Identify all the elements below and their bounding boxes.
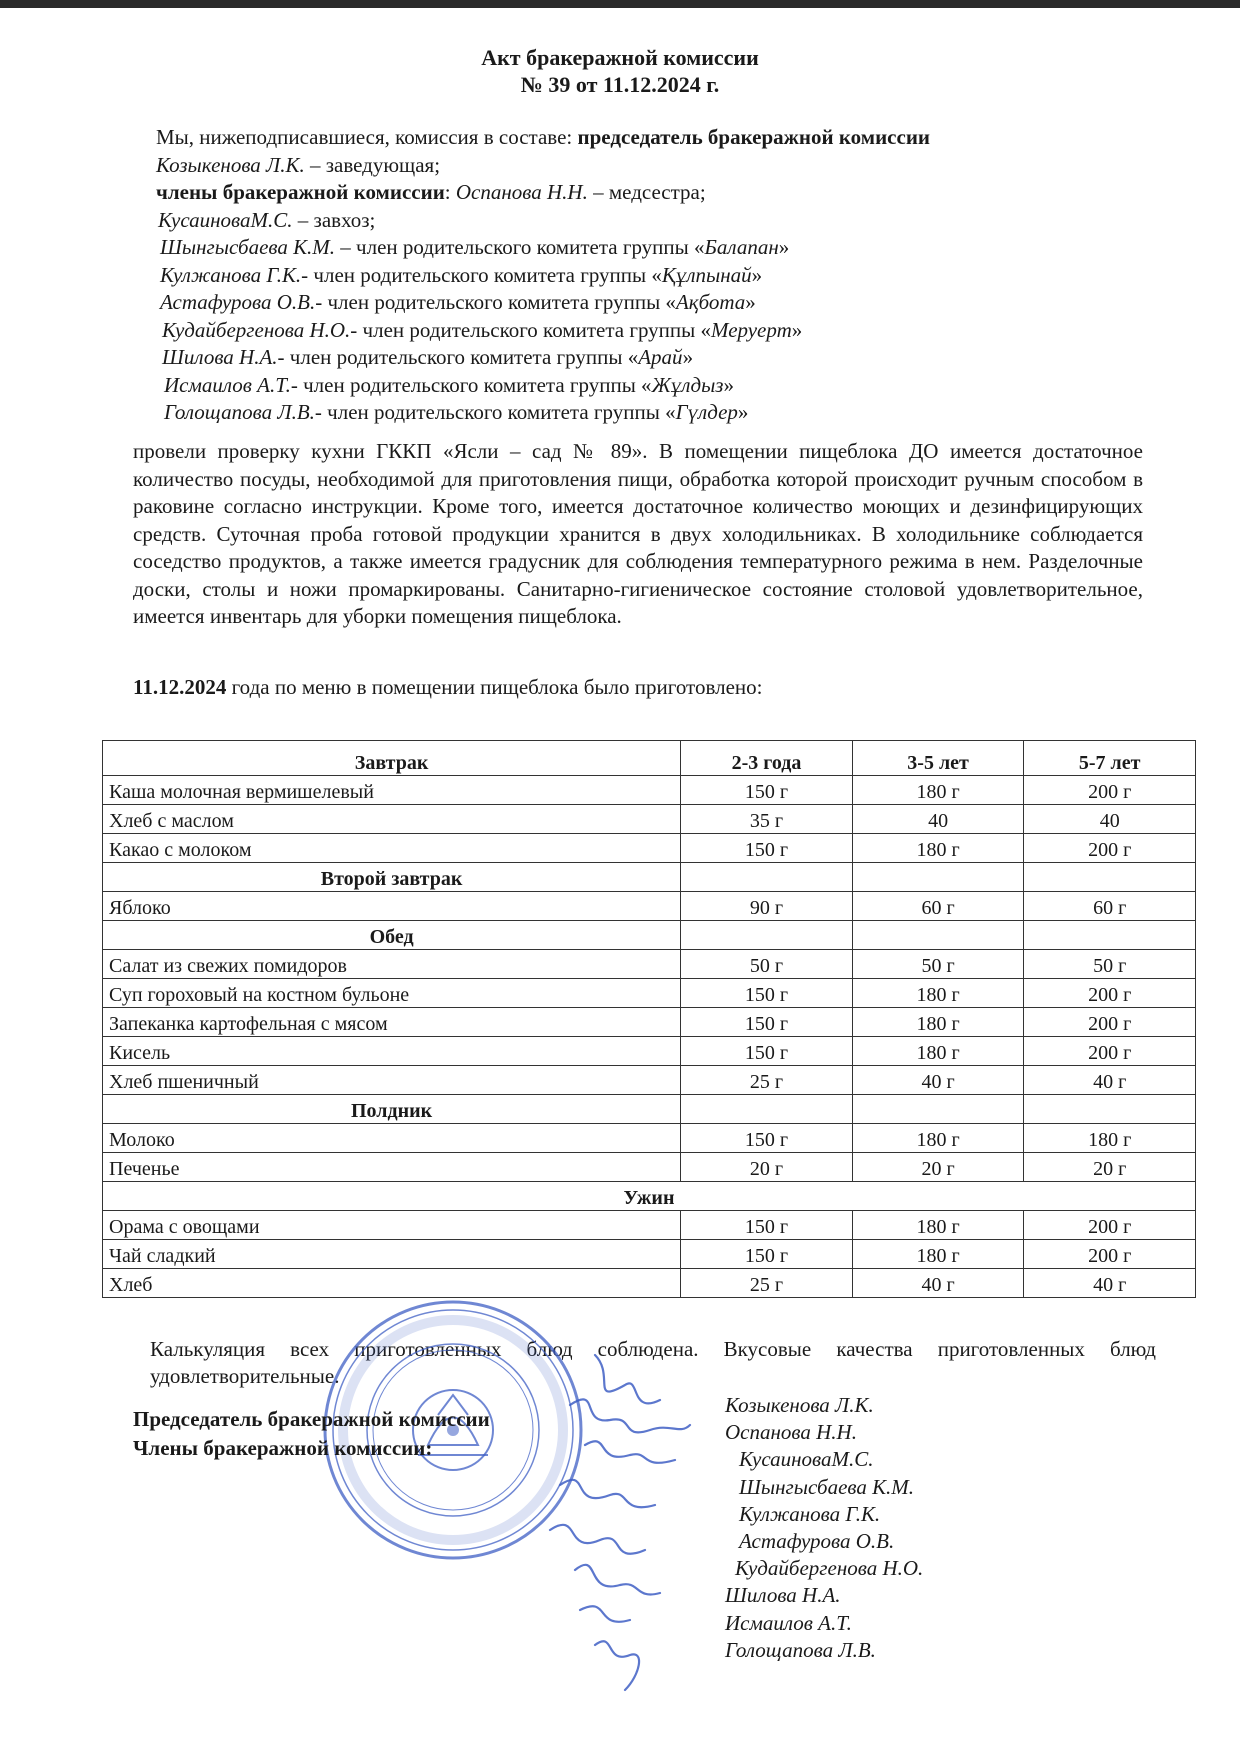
portion-cell: 200 г: [1024, 979, 1196, 1008]
signer-name: Астафурова О.В.: [739, 1529, 895, 1554]
table-row: [103, 1269, 1196, 1298]
portion-cell: 40: [852, 805, 1024, 834]
empty-cell: [1024, 921, 1196, 950]
portion-cell: 180 г: [852, 1037, 1024, 1066]
table-row: [103, 950, 1196, 979]
portion-cell: 150 г: [681, 1124, 853, 1153]
dish-name: Орама с овощами: [103, 1211, 681, 1240]
signer-name: Оспанова Н.Н.: [725, 1420, 857, 1445]
portion-cell: 180 г: [852, 1008, 1024, 1037]
portion-cell: 180 г: [852, 834, 1024, 863]
table-row: [103, 1211, 1196, 1240]
signer-name: Шилова Н.А.: [725, 1583, 841, 1608]
portion-cell: 180 г: [852, 1124, 1024, 1153]
dish-name: Молоко: [103, 1124, 681, 1153]
meal-section-title: Полдник: [103, 1095, 681, 1124]
document-title: Акт бракеражной комиссии: [481, 45, 759, 70]
portion-cell: 180 г: [852, 1211, 1024, 1240]
meal-section-row: [103, 1095, 1196, 1124]
portion-cell: 35 г: [681, 805, 853, 834]
chair-label: председатель бракеражной комиссии: [577, 125, 931, 149]
meal-section-row: [103, 863, 1196, 892]
signer-name: Кудайбергенова Н.О.: [735, 1556, 924, 1581]
dish-name: Печенье: [103, 1153, 681, 1182]
table-row: [103, 979, 1196, 1008]
portion-cell: 20 г: [852, 1153, 1024, 1182]
portion-cell: 60 г: [1024, 892, 1196, 921]
portion-cell: 180 г: [1024, 1124, 1196, 1153]
portion-cell: 180 г: [852, 979, 1024, 1008]
empty-cell: [681, 1095, 853, 1124]
signer-name: Кулжанова Г.К.: [739, 1501, 881, 1526]
dish-name: Хлеб пшеничный: [103, 1066, 681, 1095]
portion-cell: 40: [1024, 805, 1196, 834]
portion-cell: 150 г: [681, 1037, 853, 1066]
scan-border: [0, 0, 1240, 8]
portion-cell: 200 г: [1024, 1211, 1196, 1240]
dish-name: Кисель: [103, 1037, 681, 1066]
portion-cell: 200 г: [1024, 1008, 1196, 1037]
portion-cell: 200 г: [1024, 834, 1196, 863]
handwritten-signatures: [540, 1345, 740, 1700]
members-label: члены бракеражной комиссии: [156, 180, 445, 204]
empty-cell: [1024, 1095, 1196, 1124]
age-column-header: 5-7 лет: [1024, 741, 1196, 776]
empty-cell: [681, 863, 853, 892]
table-row: [103, 1153, 1196, 1182]
portion-cell: 150 г: [681, 834, 853, 863]
portion-cell: 20 г: [681, 1153, 853, 1182]
portion-cell: 150 г: [681, 1008, 853, 1037]
table-row: [103, 1066, 1196, 1095]
table-row: [103, 892, 1196, 921]
menu-date-line: 11.12.2024 года по меню в помещении пищеблока было приготовлено:: [133, 675, 763, 699]
table-row: [103, 834, 1196, 863]
dish-name: Чай сладкий: [103, 1240, 681, 1269]
age-column-header: 3-5 лет: [852, 741, 1024, 776]
portion-cell: 150 г: [681, 776, 853, 805]
dish-name: Яблоко: [103, 892, 681, 921]
conclusion-text: Калькуляция всех приготовленных блюд соблюдена. Вкусовые качества приготовленных блюд удовлетворительные.: [150, 1337, 1156, 1388]
portion-cell: 40 г: [852, 1066, 1024, 1095]
meal-section-title: Второй завтрак: [103, 863, 681, 892]
meal-section-title: Ужин: [103, 1182, 1196, 1211]
table-row: [103, 1124, 1196, 1153]
meal-section-title: Обед: [103, 921, 681, 950]
portion-cell: 150 г: [681, 1211, 853, 1240]
menu-table: [102, 740, 1196, 1298]
empty-cell: [852, 863, 1024, 892]
dish-name: Каша молочная вермишелевый: [103, 776, 681, 805]
age-column-header: 2-3 года: [681, 741, 853, 776]
portion-cell: 60 г: [852, 892, 1024, 921]
commission-roster: Мы, нижеподписавшиеся, комиссия в составе: председатель бракеражной комиссии Козыкенова Л.К. – заведующая; члены бракеражной комиссии: Оспанова Н.Н. – медсестра; КусаиноваМ.С. – завхоз; Шынгысбаева К.М. – член родительского комитета группы «Балапан» Кулжанова Г.К.- член родительского комитета группы «Құлпынай» Астафурова О.В.- член родительского комитета группы «Ақбота» Кудайбергенова Н.О.- член родительского комитета группы «Меруерт» Шилова Н.А.- член родительского комитета группы «Арай» Исмаилов А.Т.- член родительского комитета группы «Жұлдыз» Голощапова Л.В.- член родительского комитета группы «Гүлдер»: [156, 125, 931, 424]
empty-cell: [681, 921, 853, 950]
dish-name: Запеканка картофельная с мясом: [103, 1008, 681, 1037]
portion-cell: 50 г: [1024, 950, 1196, 979]
signer-name: Голощапова Л.В.: [725, 1637, 876, 1662]
meal-section-row: [103, 1182, 1196, 1211]
table-header-row: [103, 741, 1196, 776]
portion-cell: 25 г: [681, 1269, 853, 1298]
dish-name: Хлеб: [103, 1269, 681, 1298]
signer-name: КусаиноваМ.С.: [739, 1447, 874, 1472]
signer-name: Козыкенова Л.К.: [725, 1393, 874, 1417]
portion-cell: 50 г: [681, 950, 853, 979]
portion-cell: 90 г: [681, 892, 853, 921]
portion-cell: 20 г: [1024, 1153, 1196, 1182]
meal-header: Завтрак: [103, 741, 681, 776]
table-row: [103, 1037, 1196, 1066]
empty-cell: [852, 921, 1024, 950]
portion-cell: 40 г: [1024, 1066, 1196, 1095]
empty-cell: [852, 1095, 1024, 1124]
signature-labels: [133, 1405, 490, 1463]
chair-signature-label: Председатель бракеражной комиссии: [133, 1407, 490, 1431]
dish-name: Салат из свежих помидоров: [103, 950, 681, 979]
dish-name: Суп гороховый на костном бульоне: [103, 979, 681, 1008]
portion-cell: 150 г: [681, 1240, 853, 1269]
signer-name: Шынгысбаева К.М.: [739, 1474, 915, 1499]
table-row: [103, 1008, 1196, 1037]
members-signature-label: Члены бракеражной комиссии:: [133, 1436, 433, 1460]
table-row: [103, 776, 1196, 805]
portion-cell: 150 г: [681, 979, 853, 1008]
portion-cell: 200 г: [1024, 1240, 1196, 1269]
portion-cell: 200 г: [1024, 776, 1196, 805]
document-number: № 39 от 11.12.2024 г.: [520, 72, 720, 97]
portion-cell: 50 г: [852, 950, 1024, 979]
signer-list: [725, 1392, 923, 1664]
portion-cell: 40 г: [852, 1269, 1024, 1298]
dish-name: Хлеб с маслом: [103, 805, 681, 834]
portion-cell: 180 г: [852, 776, 1024, 805]
portion-cell: 25 г: [681, 1066, 853, 1095]
portion-cell: 40 г: [1024, 1269, 1196, 1298]
chair-name: Козыкенова Л.К.: [156, 152, 305, 177]
empty-cell: [1024, 863, 1196, 892]
meal-section-row: [103, 921, 1196, 950]
table-row: [103, 805, 1196, 834]
table-row: [103, 1240, 1196, 1269]
inspection-text: провели проверку кухни ГККП «Ясли – сад № 89». В помещении пищеблока ДО имеется достаточное количество посуды, необходимой для приготовления пищи, обработка которой происходит ручным способом в раковине согласно инструкции. Кроме того, имеется достаточное количество моющих и дезинфицирующих средств. Суточная проба готовой продукции хранится в двух холодильниках. В холодильнике соблюдается соседство продуктов, а также имеется градусник для соблюдения температурного режима в нем. Разделочные доски, столы и ножи промаркированы. Санитарно-гигиеническое состояние столовой удовлетворительное, имеется инвентарь для уборки помещения пищеблока.: [133, 439, 1143, 628]
portion-cell: 200 г: [1024, 1037, 1196, 1066]
signer-name: Исмаилов А.Т.: [725, 1610, 852, 1635]
dish-name: Какао с молоком: [103, 834, 681, 863]
portion-cell: 180 г: [852, 1240, 1024, 1269]
